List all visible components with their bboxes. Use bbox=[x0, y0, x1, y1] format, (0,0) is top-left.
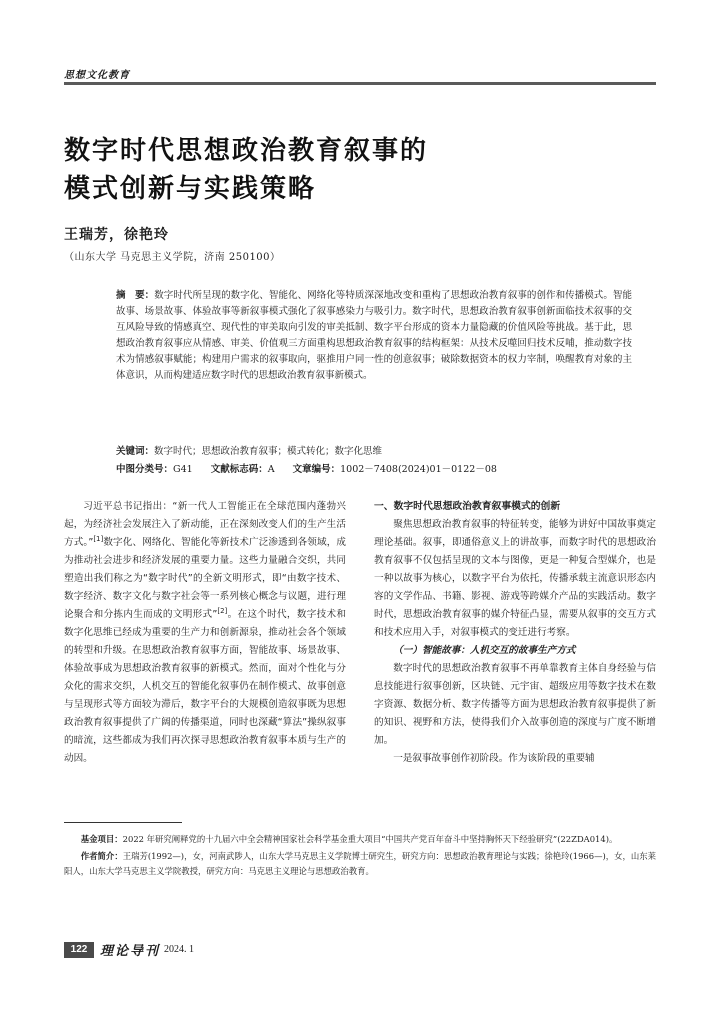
abstract bbox=[116, 288, 632, 384]
author-note-text: 王瑞芳(1992—)，女，河南武陟人，山东大学马克思主义学院博士研究生，研究方向：思想政治教育理论与实践；徐艳玲(1966—)，女，山东莱阳人，山东大学马克思主义学院教授，研究方向：马克思主义理论与思想政治教育。 bbox=[64, 851, 657, 876]
keywords-label: 关键词： bbox=[116, 446, 155, 457]
title-line-2: 模式创新与实践策略 bbox=[64, 174, 317, 204]
doc-label: 文献标志码： bbox=[210, 464, 268, 475]
author-note bbox=[64, 849, 656, 879]
footnotes bbox=[64, 832, 656, 881]
issue-number: 2024. 1 bbox=[164, 944, 194, 955]
body-paragraph: 一是叙事故事创作初阶段。作为该阶段的重要辅 bbox=[393, 753, 595, 764]
citation-ref[interactable]: [2] bbox=[217, 606, 228, 615]
doc-value: A bbox=[267, 464, 275, 475]
abstract-text: 数字时代所呈现的数字化、智能化、网络化等特质深深地改变和重构了思想政治教育叙事的创作和传播模式。智能故事、场景故事、体验故事等新叙事模式强化了叙事感染力与吸引力。数字时代，思想政治教育叙事创新面临技术叙事的交互风险导致的情感真空、现代性的审美取向引发的审美抵制、数字平台形成的资本力量隐藏的价值风险等挑战。基于此，思想政治教育叙事应从情感、审美、价值观三方面重构思想政治教育叙事的结构框架：从技术反噬回归技术反哺，推动数字技术为情感叙事赋能；构建用户需求的叙事取向，驱推用户同一性的创意叙事；破除数据资本的权力宰制，唤醒教育对象的主体意识，从而构建适应数字时代的思想政治教育叙事新模式。 bbox=[116, 290, 632, 381]
author-note-label: 作者简介： bbox=[80, 851, 123, 861]
fund-note bbox=[64, 832, 656, 847]
section-heading: 一、数字时代思想政治教育叙事模式的创新 bbox=[374, 501, 561, 512]
authors: 王瑞芳，徐艳玲 bbox=[64, 227, 169, 243]
keywords-text: 数字时代；思想政治教育叙事；模式转化；数字化思维 bbox=[154, 446, 383, 457]
clc-value: G41 bbox=[173, 464, 193, 475]
classification-line bbox=[116, 462, 676, 478]
body-paragraph: 聚焦思想政治教育叙事的特征转变，能够为讲好中国故事奠定理论基础。叙事，即通俗意义上的讲故事，而数字时代的思想政治教育叙事不仅包括呈现的文本与图像，更是一种复合型媒介，也是一种以故事为核心，以数字平台为依托，传播承载主流意识形态内容的文学作品、书籍、影视、游戏等跨媒介产品的实践活动。数字时代，思想政治教育叙事的媒介特征凸显，需要从叙事的交互方式和技术应用入手，对叙事模式的变迁进行考察。 bbox=[374, 519, 656, 638]
section-tag: 思想文化教育 bbox=[64, 70, 130, 81]
subsection-heading: （一）智能故事：人机交互的故事生产方式 bbox=[393, 645, 576, 656]
fund-text: 2022 年研究阐释党的十九届六中全会精神国家社会科学基金重大项目“中国共产党百年奋斗中坚持胸怀天下经验研究”(22ZDA014)。 bbox=[122, 834, 618, 844]
page-number: 122 bbox=[64, 942, 94, 958]
body-right-column bbox=[374, 498, 656, 768]
clc-label: 中图分类号： bbox=[116, 464, 174, 475]
title-line-1: 数字时代思想政治教育叙事的 bbox=[64, 136, 429, 166]
body-left-column bbox=[64, 498, 346, 768]
affiliation: （山东大学 马克思主义学院，济南 250100） bbox=[64, 252, 281, 263]
footnote-rule bbox=[64, 822, 182, 823]
fund-label: 基金项目： bbox=[80, 834, 123, 844]
body-paragraph: 习近平总书记指出：“新一代人工智能正在全球范围内蓬勃兴起，为经济社会发展注入了新动能，正在深刻改变人们的生产生活方式。”[1]数字化、网络化、智能化等新技术广泛渗透到各领域，成为推动社会进步和经济发展的重要力量。这些力量融合交织，共同塑造出我们称之为“数字时代”的全新文明形式，即“由数字技术、数字经济、数字文化与数字社会等一系列核心概念与议题，进行理论聚合和分拣内生而成的文明形式”[2]。在这个时代，数字技术和数字化思维已经成为重要的生产力和创新源泉，推动社会各个领域的转型和升级。在思想政治教育叙事方面，智能故事、场景故事、体验故事成为思想政治教育叙事的新模式。然而，面对个性化与分众化的需求交织，人机交互的智能化叙事仍在制作模式、故事创意与呈现形式等方面较为滞后，数字平台的大规模创造叙事既为思想政治教育叙事提供了广阔的传播渠道，同时也深藏“算法”操纵叙事的暗流，这些都成为我们再次探寻思想政治教育叙事本质与生产的动因。 bbox=[64, 501, 347, 764]
article-number-label: 文章编号： bbox=[292, 464, 341, 475]
abstract-label: 摘 要： bbox=[116, 290, 155, 301]
header-rule bbox=[64, 82, 656, 85]
article-number-value: 1002－7408(2024)01－0122－08 bbox=[340, 464, 497, 475]
journal-name: 理论导刊 bbox=[100, 944, 161, 959]
citation-ref[interactable]: [1] bbox=[93, 534, 104, 543]
body-paragraph: 数字时代的思想政治教育叙事不再单靠教育主体自身经验与信息技能进行叙事创新，区块链、元宇宙、超级应用等数字技术在数字资源、数据分析、数字传播等方面为思想政治教育叙事提供了新的知识、视野和方法，使得我们介入故事创造的深度与广度不断增加。 bbox=[374, 663, 656, 746]
keywords bbox=[116, 444, 656, 460]
